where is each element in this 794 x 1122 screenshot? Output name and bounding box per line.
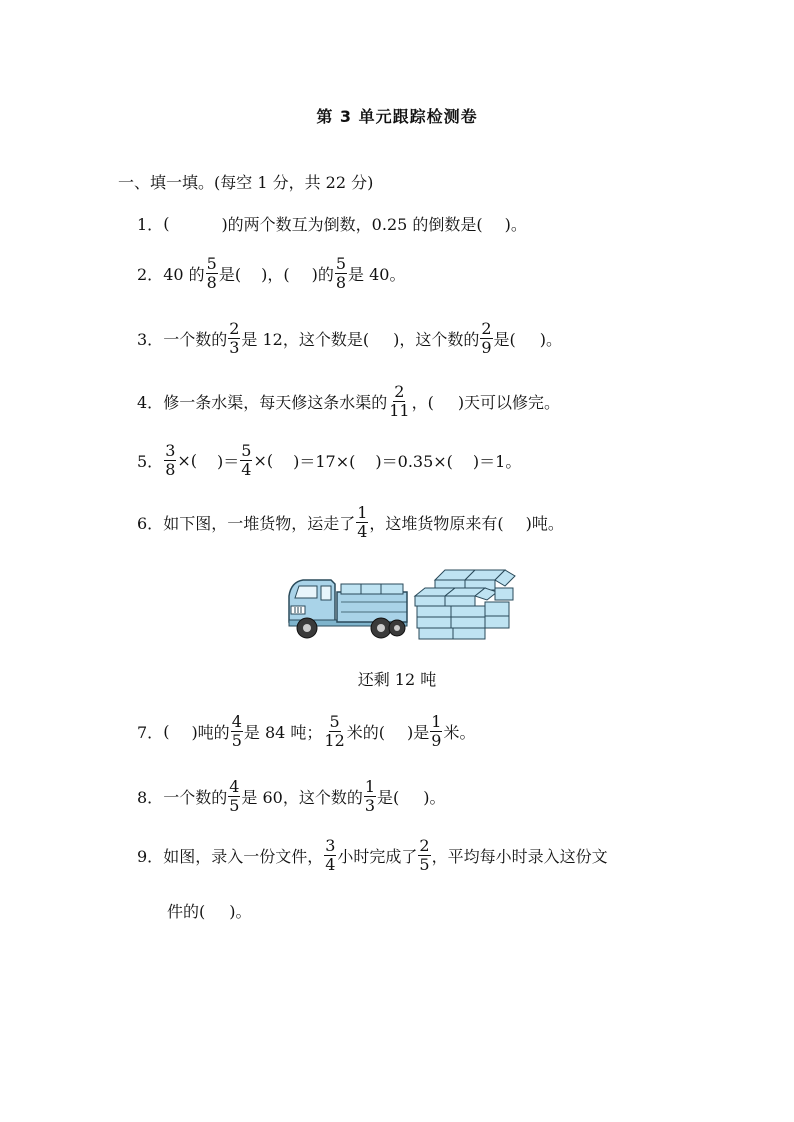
q8-fraction-1 xyxy=(228,779,240,814)
q2-f1-numerator: 5 xyxy=(206,254,217,273)
q8-f2-denominator: 3 xyxy=(364,796,376,815)
cargo-pile-icon xyxy=(415,570,515,639)
q9-f1-denominator: 4 xyxy=(325,855,336,874)
q4-fraction xyxy=(388,384,410,419)
q2-text-c: )，( xyxy=(261,265,290,284)
q2-fraction-2 xyxy=(335,256,347,291)
page-title: 第 3 单元跟踪检测卷 xyxy=(316,107,478,126)
q5-text-f: )＝1。 xyxy=(472,452,522,471)
q4-f-denominator: 11 xyxy=(389,401,410,420)
q3-number: 3． xyxy=(137,330,164,349)
q5-text-a: ×( xyxy=(177,451,198,470)
question-9-continued xyxy=(167,899,252,922)
q6-f-denominator: 4 xyxy=(357,522,368,541)
q7-f2-denominator: 12 xyxy=(324,731,345,750)
q3-f1-denominator: 3 xyxy=(229,338,240,357)
q6-fraction xyxy=(356,505,368,540)
q3-text-d: 是( xyxy=(493,330,516,349)
q5-fraction-2 xyxy=(240,443,252,478)
question-6 xyxy=(137,505,564,540)
q2-number: 2． xyxy=(137,265,164,284)
section-heading: 一、填一填。(每空 1 分，共 22 分) xyxy=(118,173,374,192)
q3-text-c: )，这个数的 xyxy=(393,330,480,349)
q6-text-c: )吨。 xyxy=(525,514,564,533)
q5-text-c: ×( xyxy=(253,451,274,470)
question-9 xyxy=(137,838,608,873)
q7-f1-denominator: 5 xyxy=(231,731,242,750)
question-5 xyxy=(137,443,521,478)
q9-f2-denominator: 5 xyxy=(419,855,430,874)
q8-text-a: 一个数的 xyxy=(163,788,228,807)
q7-f3-numerator: 1 xyxy=(431,712,442,731)
q4-f-numerator: 2 xyxy=(394,382,405,401)
truck-cargo-illustration xyxy=(285,566,525,646)
q5-text-e: )＝0.35×( xyxy=(375,452,453,471)
q9-f1-numerator: 3 xyxy=(325,836,336,855)
q7-text-f: 米。 xyxy=(443,723,476,742)
q2-fraction-1 xyxy=(206,256,218,291)
q5-fraction-1 xyxy=(164,443,176,478)
q8-text-d: )。 xyxy=(423,788,446,807)
q6-f-numerator: 1 xyxy=(357,503,368,522)
truck-cargo-svg xyxy=(285,566,525,642)
q6-text-a: 如下图，一堆货物，运走了 xyxy=(163,514,356,533)
q5-f2-denominator: 4 xyxy=(241,460,252,479)
q8-text-c: 是( xyxy=(377,788,400,807)
q6-number: 6． xyxy=(137,514,164,533)
q3-f1-numerator: 2 xyxy=(229,319,240,338)
q6-text-b: ，这堆货物原来有( xyxy=(369,514,504,533)
q3-text-a: 一个数的 xyxy=(163,330,228,349)
q7-text-a: ( xyxy=(163,722,170,741)
q4-text-c: )天可以修完。 xyxy=(457,393,561,412)
question-2 xyxy=(137,256,405,291)
question-8 xyxy=(137,779,446,814)
q2-text-e: 是 40。 xyxy=(348,265,406,284)
q5-f2-numerator: 5 xyxy=(241,441,252,460)
q5-text-b: )＝ xyxy=(217,452,240,471)
question-4 xyxy=(137,384,560,419)
q3-text-b: 是 12，这个数是( xyxy=(241,330,370,349)
q4-text-b: ，( xyxy=(411,393,434,412)
q9-text-e: )。 xyxy=(229,902,252,921)
q8-f1-numerator: 4 xyxy=(229,777,240,796)
q9-fraction-1 xyxy=(324,838,336,873)
q7-text-e: )是 xyxy=(407,723,430,742)
q2-f2-numerator: 5 xyxy=(335,254,347,273)
q5-number: 5． xyxy=(137,452,164,471)
q7-fraction-1 xyxy=(231,714,243,749)
q8-number: 8． xyxy=(137,788,164,807)
q3-f2-denominator: 9 xyxy=(481,338,492,357)
q9-text-d: 件的( xyxy=(167,902,206,921)
q2-f1-denominator: 8 xyxy=(206,273,217,292)
q7-f3-denominator: 9 xyxy=(431,731,442,750)
q7-text-d: 米的( xyxy=(346,723,386,742)
q7-fraction-2 xyxy=(323,714,345,749)
q7-text-c: 是 84 吨； xyxy=(243,723,323,742)
q7-f2-numerator: 5 xyxy=(329,712,340,731)
q2-text-b: 是( xyxy=(218,265,242,284)
question-3 xyxy=(137,321,562,356)
q9-text-a: 如图，录入一份文件， xyxy=(163,847,324,866)
q7-fraction-3 xyxy=(430,714,442,749)
q3-fraction-1 xyxy=(228,321,240,356)
q5-text-d: )＝17×( xyxy=(293,452,356,471)
q9-text-b: 小时完成了 xyxy=(337,847,418,866)
q2-text-d: )的 xyxy=(311,265,334,284)
q3-f2-numerator: 2 xyxy=(481,319,492,338)
q8-fraction-2 xyxy=(364,779,376,814)
q9-f2-numerator: 2 xyxy=(419,836,430,855)
question-1 xyxy=(137,212,527,235)
q9-text-c: ，平均每小时录入这份文 xyxy=(431,847,608,866)
q7-text-b: )吨的 xyxy=(191,723,230,742)
q3-text-e: )。 xyxy=(539,330,563,349)
q9-fraction-2 xyxy=(418,838,430,873)
q3-fraction-2 xyxy=(480,321,492,356)
illustration-caption: 还剩 12 吨 xyxy=(357,670,437,689)
q2-text-a: 40 的 xyxy=(163,265,205,284)
q7-f1-numerator: 4 xyxy=(231,712,242,731)
q8-f2-numerator: 1 xyxy=(364,777,376,796)
q1-text-c: )。 xyxy=(504,215,527,234)
q1-number: 1． xyxy=(137,215,164,234)
q2-f2-denominator: 8 xyxy=(335,273,347,292)
question-7 xyxy=(137,714,475,749)
truck-icon xyxy=(289,580,407,638)
q7-number: 7． xyxy=(137,723,164,742)
q1-text-a: ( xyxy=(163,214,170,233)
q4-number: 4． xyxy=(137,393,164,412)
q8-text-b: 是 60，这个数的 xyxy=(241,788,363,807)
q5-f1-denominator: 8 xyxy=(165,460,176,479)
q1-text-b: )的两个数互为倒数，0.25 的倒数是( xyxy=(221,215,483,234)
q8-f1-denominator: 5 xyxy=(229,796,240,815)
q9-number: 9． xyxy=(137,847,164,866)
q5-f1-numerator: 3 xyxy=(165,441,176,460)
q4-text-a: 修一条水渠，每天修这条水渠的 xyxy=(163,393,388,412)
